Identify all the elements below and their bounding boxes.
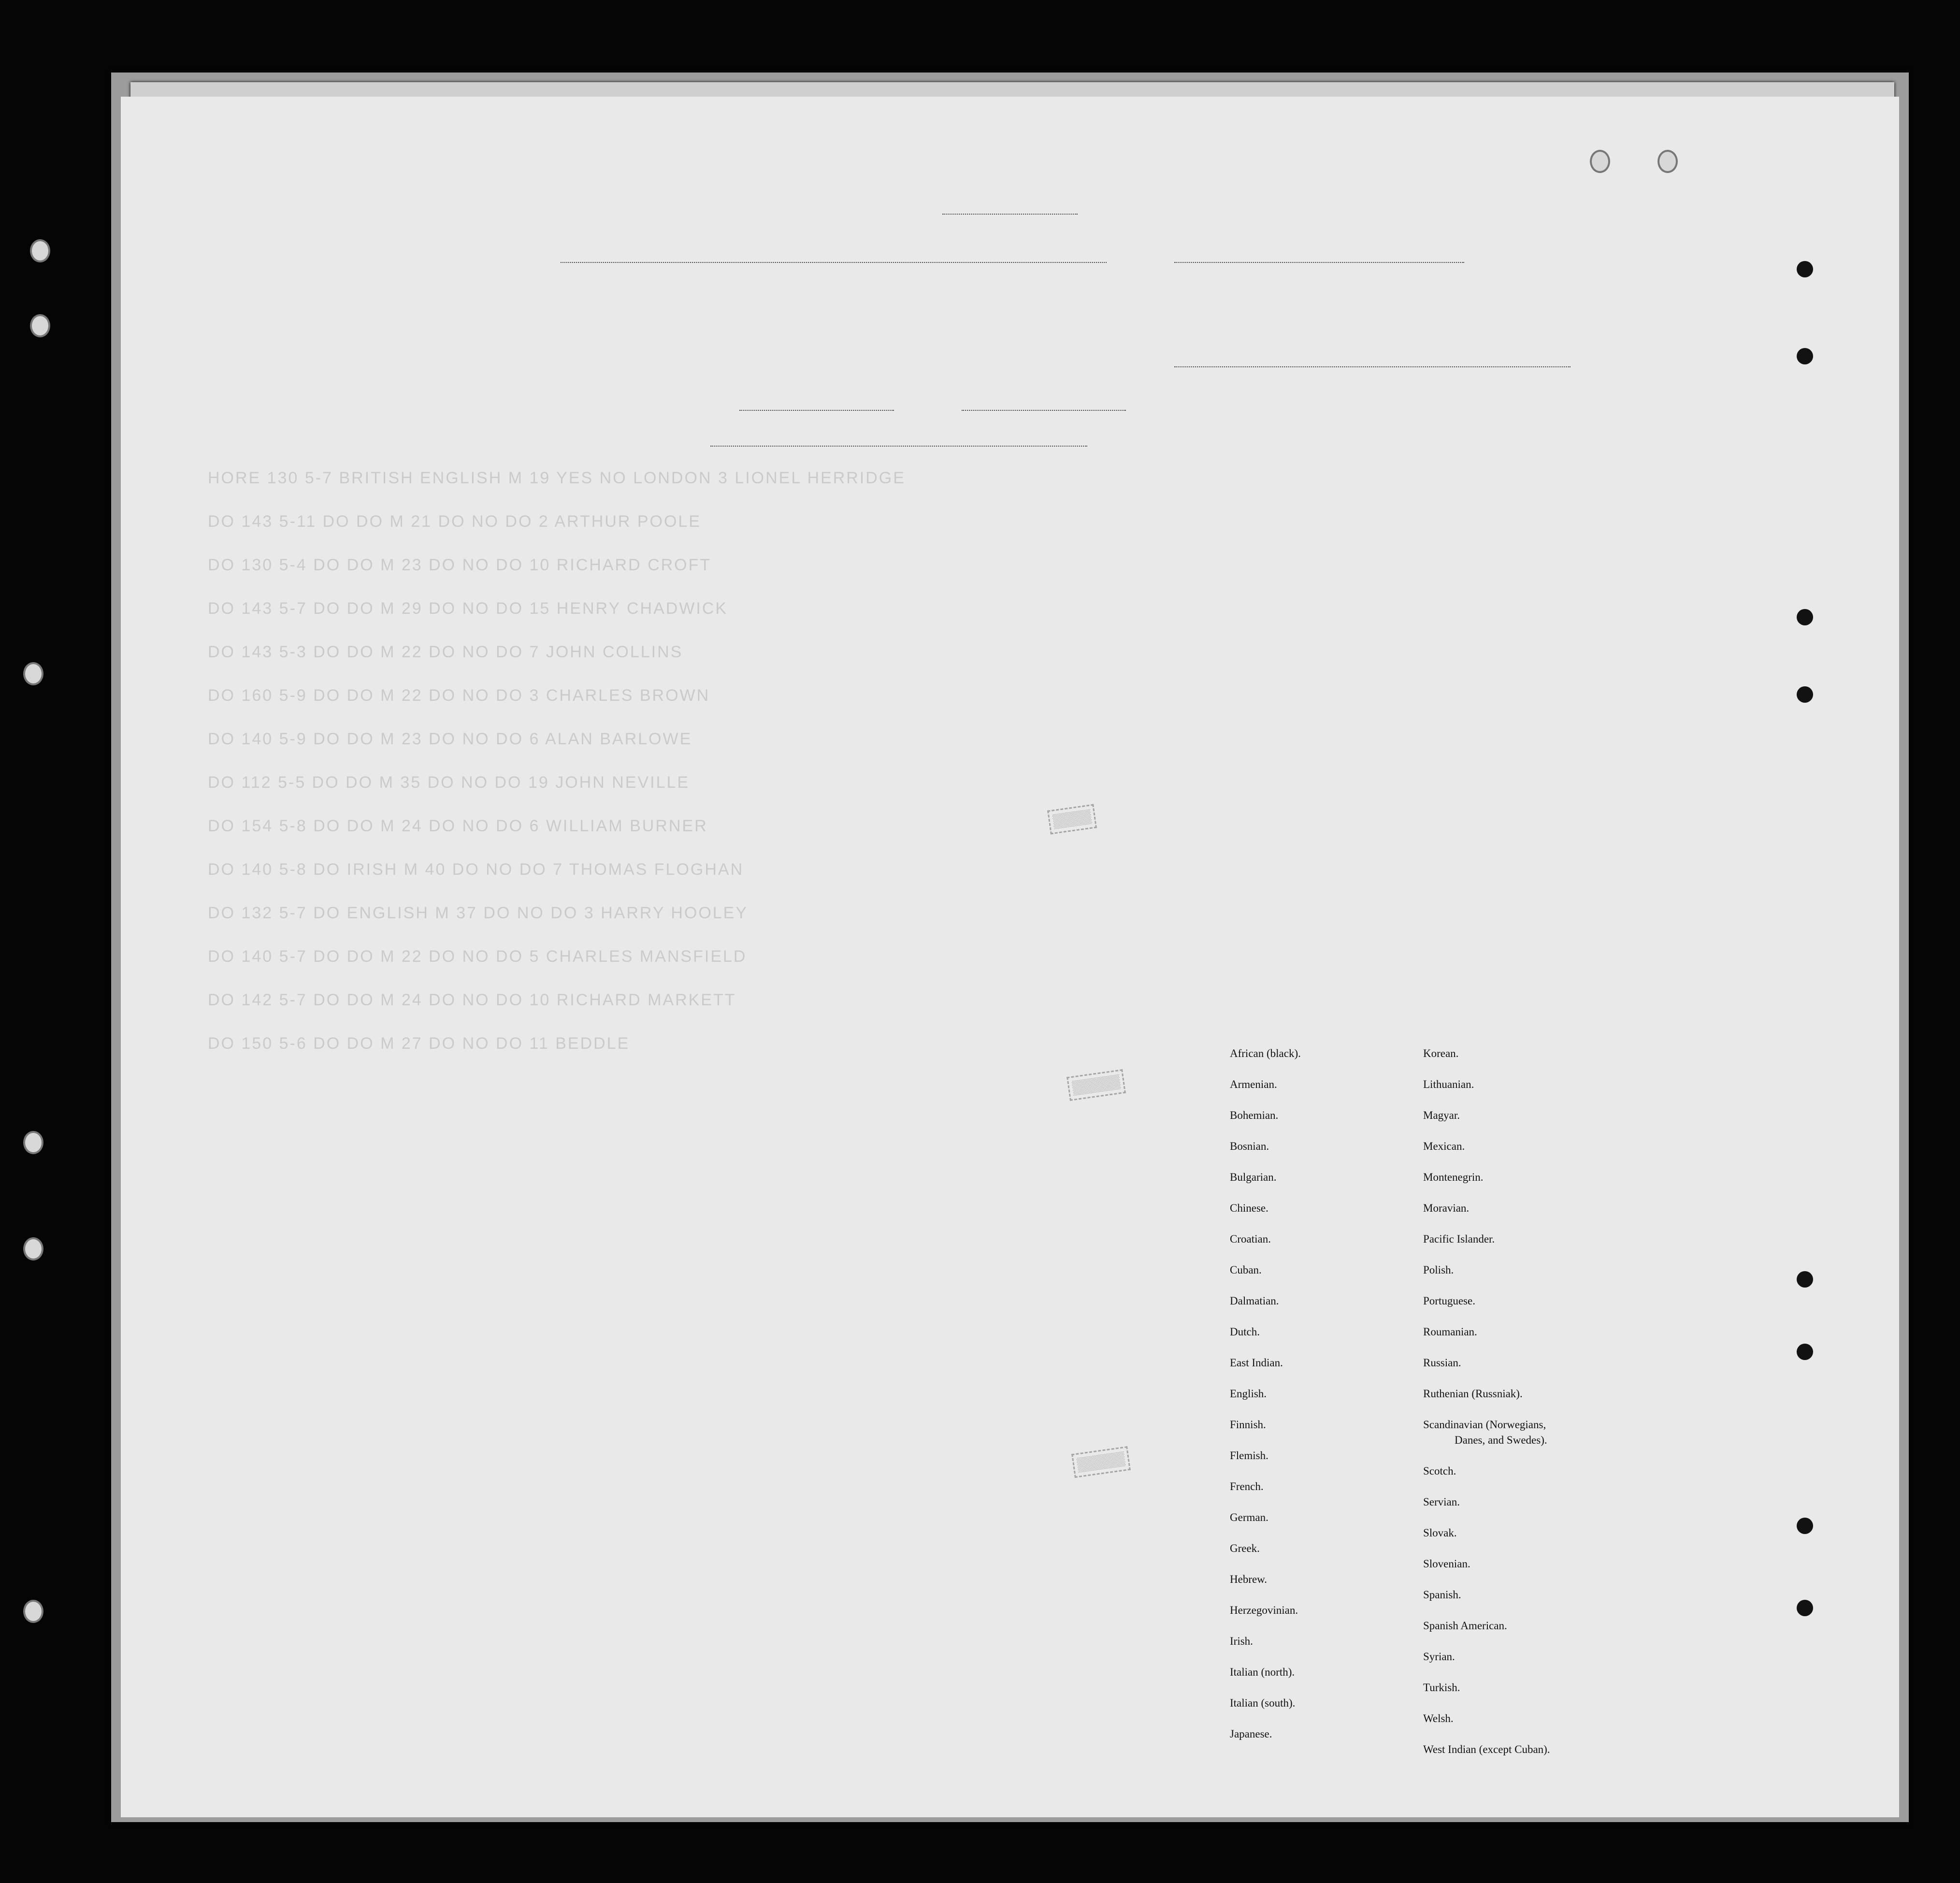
race-item: Italian (south).: [1230, 1697, 1296, 1709]
race-item: Polish.: [1423, 1264, 1454, 1276]
race-item: Russian.: [1423, 1357, 1461, 1369]
sworn-day-blank: [739, 410, 894, 411]
race-item: African (black).: [1230, 1047, 1301, 1059]
race-item: Ruthenian (Russniak).: [1423, 1388, 1523, 1400]
vessel-blank: [1174, 262, 1464, 263]
inspector-signature-line: [710, 446, 1087, 447]
race-item: Syrian.: [1423, 1651, 1455, 1663]
race-item: Chinese.: [1230, 1202, 1268, 1214]
race-item: Hebrew.: [1230, 1573, 1268, 1585]
race-item: Dalmatian.: [1230, 1295, 1279, 1307]
sworn-month-blank: [962, 410, 1126, 411]
punch-hole: [1797, 609, 1813, 625]
race-item: Dutch.: [1230, 1326, 1260, 1338]
race-item: Slovak.: [1423, 1527, 1457, 1539]
race-item: Croatian.: [1230, 1233, 1271, 1245]
race-item: German.: [1230, 1511, 1268, 1523]
title-rule: [942, 214, 1078, 215]
race-item: Spanish.: [1423, 1589, 1461, 1601]
race-item: Magyar.: [1423, 1109, 1460, 1121]
race-item: Scotch.: [1423, 1465, 1456, 1477]
document-page: [121, 97, 1899, 1817]
race-item: Greek.: [1230, 1542, 1260, 1554]
race-item: Flemish.: [1230, 1449, 1268, 1462]
faded-stamp: ▒▒▒▒: [1047, 804, 1097, 834]
race-item: Italian (north).: [1230, 1666, 1295, 1678]
punch-hole: [1797, 1600, 1813, 1616]
binder-hole: [30, 314, 50, 337]
punch-hole: [1797, 348, 1813, 364]
race-item: Mexican.: [1423, 1140, 1465, 1152]
race-item: Japanese.: [1230, 1728, 1272, 1740]
race-item: Scandinavian (Norwegians,: [1423, 1419, 1546, 1431]
faded-stamp: ▒▒▒▒▒: [1071, 1446, 1131, 1478]
faded-stamp: ▒▒▒▒▒: [1066, 1069, 1126, 1101]
punch-hole: [1797, 1344, 1813, 1360]
race-item: Pacific Islander.: [1423, 1233, 1495, 1245]
race-item: Turkish.: [1423, 1681, 1460, 1694]
punch-hole: [1797, 1518, 1813, 1534]
race-item: Herzegovinian.: [1230, 1604, 1298, 1616]
binder-hole: [23, 662, 43, 685]
punch-hole: [1590, 150, 1610, 173]
name-blank: [561, 262, 1107, 263]
race-item: Cuban.: [1230, 1264, 1262, 1276]
punch-hole: [1657, 150, 1678, 173]
race-item: West Indian (except Cuban).: [1423, 1743, 1550, 1755]
binder-hole: [30, 239, 50, 262]
race-item: Spanish American.: [1423, 1620, 1507, 1632]
race-item: Irish.: [1230, 1635, 1253, 1647]
race-item: Moravian.: [1423, 1202, 1470, 1214]
race-item: Finnish.: [1230, 1419, 1266, 1431]
race-item: French.: [1230, 1480, 1264, 1492]
race-item: Servian.: [1423, 1496, 1460, 1508]
punch-hole: [1797, 686, 1813, 703]
race-item: Korean.: [1423, 1047, 1459, 1059]
binder-hole: [23, 1237, 43, 1260]
race-item: Bulgarian.: [1230, 1171, 1277, 1183]
punch-hole: [1797, 1271, 1813, 1288]
race-item: Roumanian.: [1423, 1326, 1477, 1338]
punch-hole: [1797, 261, 1813, 277]
race-item: Montenegrin.: [1423, 1171, 1484, 1183]
bleed-through-texture: HORE 130 5-7 BRITISH ENGLISH M 19 YES NO LONDON 3 LIONEL HERRIDGE DO 143 5-11 DO DO M 21 DO NO DO 2 ARTHUR POOLE DO 130 5-4 DO DO M 23 DO NO DO 10 RICHARD CROFT DO 143 5-7 DO DO M 29 DO NO DO 15 HENRY CHADWICK DO 143 5-3 DO DO M 22 DO NO DO 7 JOHN COLLINS DO 160 5-9 DO DO M 22 DO NO DO 3 CHARLES BROWN DO 140 5-9 DO DO M 23 DO NO DO 6 ALAN BARLOWE DO 112 5-5 DO DO M 35 DO NO DO 19 JOHN NEVILLE DO 154 5-8 DO DO M 24 DO NO DO 6 WILLIAM BURNER DO 140 5-8 DO IRISH M 40 DO NO DO 7 THOMAS FLOGHAN DO 132 5-7 DO ENGLISH M 37 DO NO DO 3 HARRY HOOLEY DO 140 5-7 DO DO M 22 DO NO DO 5 CHARLES MANSFIELD DO 142 5-7 DO DO M 24 DO NO DO 10 RICHARD MARKETT DO 150 5-6 DO DO M 27 DO NO DO 11 BEDDLE: [208, 469, 906, 1053]
binder-hole: [23, 1131, 43, 1154]
master-signature-line: [1174, 366, 1571, 367]
binder-hole: [23, 1600, 43, 1623]
race-item: Portuguese.: [1423, 1295, 1475, 1307]
race-item: Bosnian.: [1230, 1140, 1269, 1152]
race-item: Danes, and Swedes).: [1455, 1434, 1547, 1446]
race-item: Welsh.: [1423, 1712, 1454, 1724]
race-item: Lithuanian.: [1423, 1078, 1474, 1090]
race-item: English.: [1230, 1388, 1267, 1400]
race-item: East Indian.: [1230, 1357, 1283, 1369]
race-item: Bohemian.: [1230, 1109, 1279, 1121]
race-item: Slovenian.: [1423, 1558, 1470, 1570]
race-item: Armenian.: [1230, 1078, 1277, 1090]
